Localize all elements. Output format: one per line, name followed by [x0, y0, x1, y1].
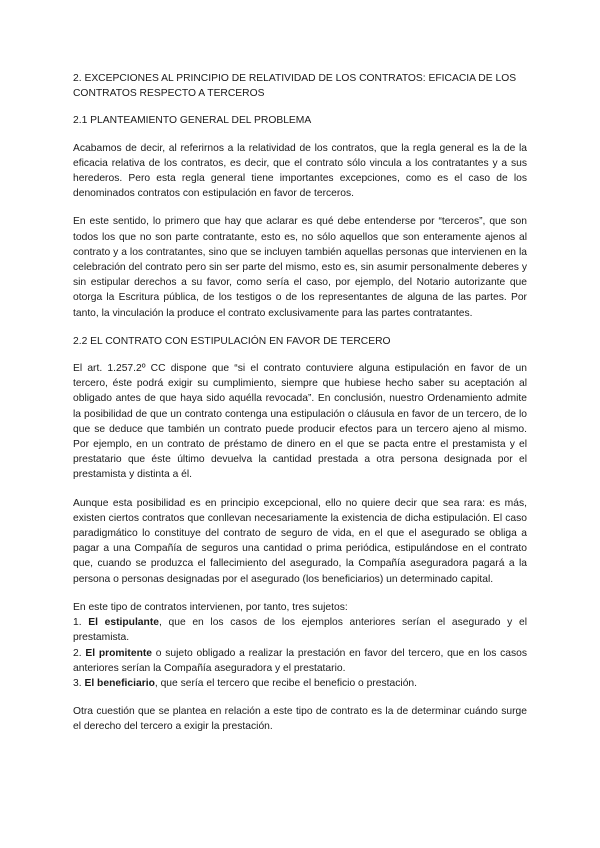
list-item [73, 646, 527, 676]
section-heading-2-1: 2.1 PLANTEAMIENTO GENERAL DEL PROBLEMA [73, 115, 312, 127]
paragraph: Otra cuestión que se plantea en relación a este tipo de contrato es la de determinar cuándo surge el derecho del tercero a exigir la prestación. [73, 706, 527, 733]
paragraph: Aunque esta posibilidad es en principio excepcional, ello no quiere decir que sea rara: es más, existen ciertos contratos que conllevan necesariamente la existencia de dicha estipulación. El caso paradigmático lo constituye del contrato de seguro de vida, en el que el asegurado se obliga a pagar a una Compañía de seguros una cantidad o prima periódica, estipulándose en el contrato que, cuando se produzca el fallecimiento del asegurado, la Compañía aseguradora pagará a la persona o personas designadas por el asegurado (los beneficiarios) un determinado capital. [73, 497, 527, 585]
list-item [73, 676, 527, 691]
paragraph: El art. 1.257.2º CC dispone que “si el contrato contuviere alguna estipulación en favor de un tercero, éste podrá exigir su cumplimiento, siempre que hubiese hecho saber su aceptación al obligado antes de que haya sido aquélla revocada”. En conclusión, nuestro Ordenamiento admite la posibilidad de que un contrato contenga una estipulación o cláusula en favor de un tercero, de lo que se deduce que también un contrato puede producir efectos para un tercero ajeno al mismo. Por ejemplo, en un contrato de préstamo de dinero en el que se pacta entre el prestamista y el prestatario que éste último devuelva la cantidad prestada a otra persona designada por el prestamista y distinta a él. [73, 363, 527, 481]
paragraph: Acabamos de decir, al referirnos a la relatividad de los contratos, que la regla general es la de la eficacia relativa de los contratos, es decir, que el contrato sólo vincula a los contratantes y a sus herederos. Pero esta regla general tiene importantes excepciones, como es el caso de los denominados contratos con estipulación en favor de terceros. [73, 142, 527, 200]
list-term: El estipulante [88, 617, 159, 629]
list-text: , que en los casos de los ejemplos anteriores serían el asegurado y el prestamista. [73, 617, 527, 644]
list-item [73, 615, 527, 645]
subjects-list [73, 615, 527, 691]
list-term: El beneficiario [84, 677, 155, 689]
list-number: 1. [73, 617, 82, 629]
list-term: El promitente [85, 647, 153, 659]
document-title: 2. EXCEPCIONES AL PRINCIPIO DE RELATIVIDAD DE LOS CONTRATOS: EFICACIA DE LOS CONTRATOS RESPECTO A TERCEROS [73, 73, 517, 100]
list-text: , que sería el tercero que recibe el beneficio o prestación. [154, 677, 418, 689]
list-number: 2. [73, 647, 82, 659]
section-heading-2-2: 2.2 EL CONTRATO CON ESTIPULACIÓN EN FAVOR DE TERCERO [73, 335, 391, 347]
paragraph: En este sentido, lo primero que hay que aclarar es qué debe entenderse por “terceros”, que son todos los que no son parte contratante, esto es, no sólo aquellos que son enteramente ajenos al contrato y a los contratantes, sino que se incluyen también aquellas personas que intervienen en la celebración del contrato pero sin ser parte del mismo, esto es, sin asumir personalmente deberes y sin estipular derechos a su favor, como sería el caso, por ejemplo, del Notario autorizante que otorga la Escritura pública, de los testigos o de los representantes de alguna de las partes. Por tanto, la vinculación la produce el contrato exclusivamente para las partes contratantes. [73, 216, 527, 319]
list-intro: En este tipo de contratos intervienen, por tanto, tres sujetos: [73, 601, 348, 613]
list-number: 3. [73, 677, 82, 689]
list-text: o sujeto obligado a realizar la prestación en favor del tercero, que en los casos anteriores serían la Compañía aseguradora y el prestatario. [73, 647, 528, 674]
